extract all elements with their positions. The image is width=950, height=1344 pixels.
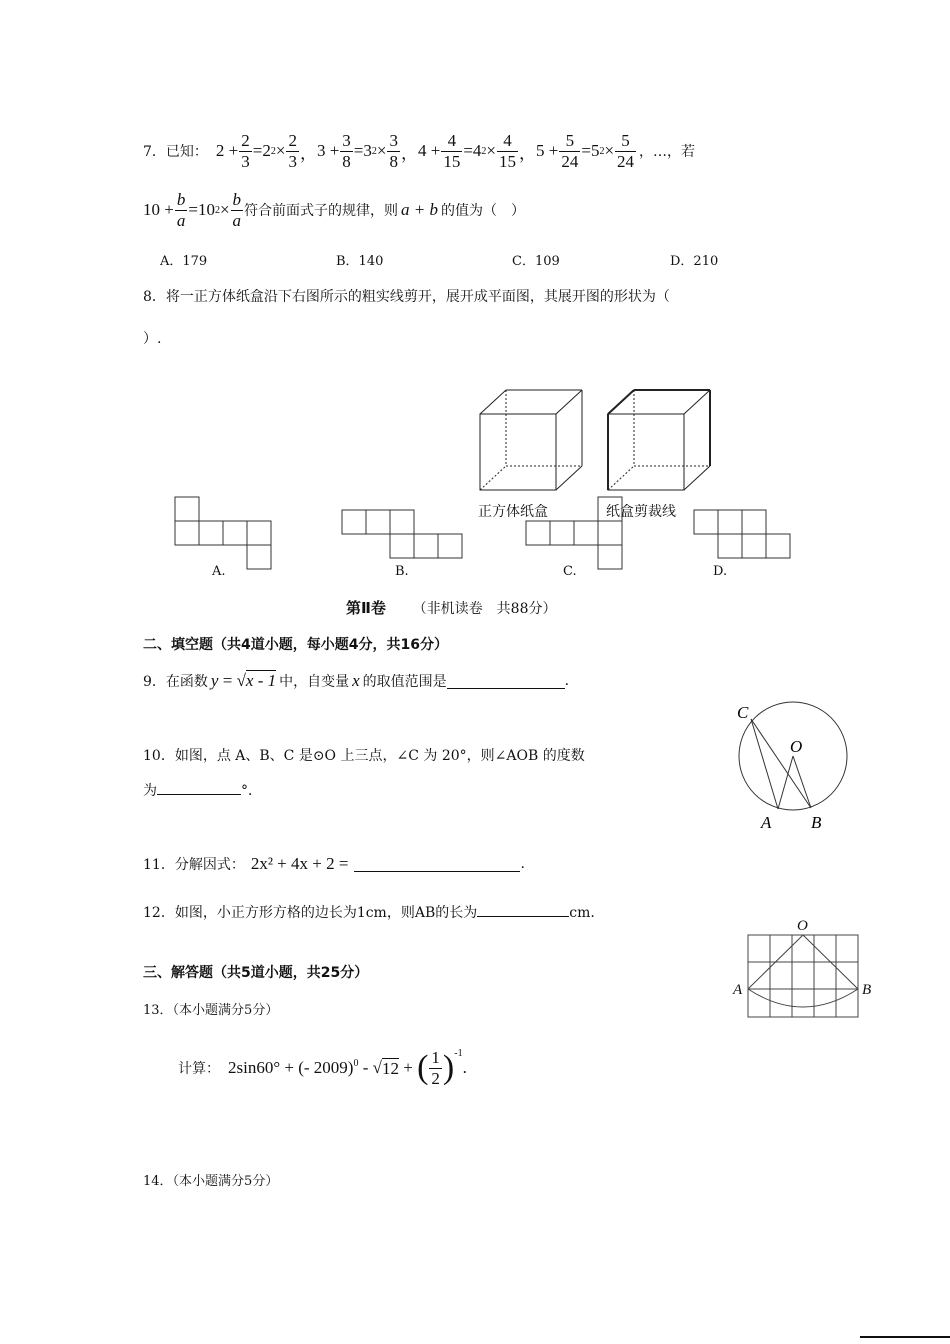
q7-line2-expr: 10 + $\frac{b}{a}$ = 10 2 × $\frac{b}{a}$ — [143, 189, 242, 230]
q7-option-a[interactable]: A．179 — [160, 254, 208, 269]
q10-circle-figure — [728, 696, 858, 836]
q7-term-4: 5 + $\frac{5}{24}$ = 5 2 × $\frac{5}{24}$ — [536, 130, 635, 171]
q12-grid-figure — [730, 913, 880, 1023]
q7-line2-text: 符合前面式子的规律，则 — [244, 203, 399, 219]
q7-line1 — [143, 128, 695, 174]
label-c: C — [737, 703, 749, 722]
part3-heading: 三、解答题（共5道小题，共25分） — [143, 965, 369, 981]
cube-box-figure — [480, 390, 582, 490]
q7-number: 7． — [143, 144, 166, 160]
q8-line2: ）. — [143, 331, 162, 347]
q11-answer-blank[interactable] — [354, 857, 520, 872]
q7-ellipsis: ，…，若 — [639, 144, 696, 160]
q8-option-a[interactable]: A. — [212, 564, 226, 579]
q10-line2: 为 °． — [143, 780, 262, 800]
q11-prefix: 11．分解因式： — [143, 857, 245, 873]
q8-net-figures — [170, 492, 795, 574]
q13-calc — [178, 1042, 467, 1094]
label-b: B — [811, 813, 822, 832]
q9-mid: 中，自变量 — [279, 674, 350, 690]
label-a: A — [733, 982, 743, 998]
q9-suffix: 的取值范围是 — [362, 674, 447, 690]
q12-answer-blank[interactable] — [477, 902, 569, 917]
q7-term-3: 4 + $\frac{4}{15}$ = 4 2 × $\frac{4}{15}$ ， — [417, 130, 537, 171]
q7-line2 — [143, 187, 525, 233]
q11-expr: 2x² + 4x + 2 = — [250, 854, 349, 873]
q7-option-d[interactable]: D．210 — [670, 254, 719, 269]
q8-option-d[interactable]: D. — [713, 564, 728, 579]
page-footer-rule — [860, 1336, 950, 1338]
net-option-d — [694, 510, 790, 558]
net-option-a — [175, 497, 271, 569]
cube-label-box: 正方体纸盒 — [478, 504, 548, 520]
q7-intro: 已知： — [165, 144, 208, 160]
q7-term-2: 3 + $\frac{3}{8}$ = 3 2 × $\frac{3}{8}$ ， — [316, 130, 418, 171]
q8-line1: 8．将一正方体纸盒沿下右图所示的粗实线剪开，展开成平面图，其展开图的形状为（ — [143, 289, 670, 305]
q9: 9．在函数 y = √x - 1 中，自变量 x 的取值范围是 . — [143, 671, 570, 690]
q8-option-b[interactable]: B. — [395, 564, 409, 579]
q10-line1: 10．如图，点 A、B、C 是⊙O 上三点，∠C 为 20°，则∠AOB 的度数 — [143, 748, 585, 764]
label-a: A — [761, 813, 772, 832]
q9-function: y = √x - 1 — [210, 671, 277, 690]
net-option-b — [342, 510, 462, 558]
q8-option-c[interactable]: C. — [563, 564, 577, 579]
q11: 11．分解因式： 2x² + 4x + 2 = . — [143, 854, 525, 873]
section2-subtitle: （非机读卷 共88分） — [412, 601, 557, 617]
label-b: B — [862, 982, 872, 998]
label-o: O — [797, 918, 808, 934]
q7-line2-tail: 的值为（ ） — [441, 203, 526, 219]
q7-term-1: 2 + $\frac{2}{3}$ = 2 2 × $\frac{2}{3}$ ， — [215, 130, 317, 171]
section2-title: 第Ⅱ卷 （非机读卷 共88分） — [346, 599, 557, 617]
cube-label-cut: 纸盒剪裁线 — [606, 504, 676, 520]
net-option-c — [526, 497, 622, 569]
q13-header: 13．（本小题满分5分） — [143, 1003, 279, 1018]
q10-answer-blank[interactable] — [157, 780, 241, 795]
part2-heading: 二、填空题（共4道小题，每小题4分，共16分） — [143, 637, 448, 653]
q9-prefix: 9．在函数 — [143, 674, 208, 690]
q12: 12．如图，小正方形方格的边长为1cm，则AB的长为 cm. — [143, 902, 595, 922]
q13-calc-label: 计算： — [178, 1061, 220, 1077]
q13-expression: 2sin60° + (- 2009) $^0$ - √ 12 + ( $\frac{1}{2}$ ) $^{-1}$ . — [228, 1047, 467, 1088]
q7-option-c[interactable]: C．109 — [512, 254, 560, 269]
label-o: O — [790, 737, 803, 756]
cube-cut-figure — [608, 390, 710, 490]
q14-header: 14．（本小题满分5分） — [143, 1174, 279, 1189]
q9-answer-blank[interactable] — [447, 674, 565, 689]
q7-option-b[interactable]: B．140 — [336, 254, 384, 269]
q12-prefix: 12．如图，小正方形方格的边长为1cm，则AB的长为 — [143, 905, 478, 921]
q7-line2-sum: a + b — [401, 200, 439, 219]
q9-var: x — [352, 671, 360, 690]
